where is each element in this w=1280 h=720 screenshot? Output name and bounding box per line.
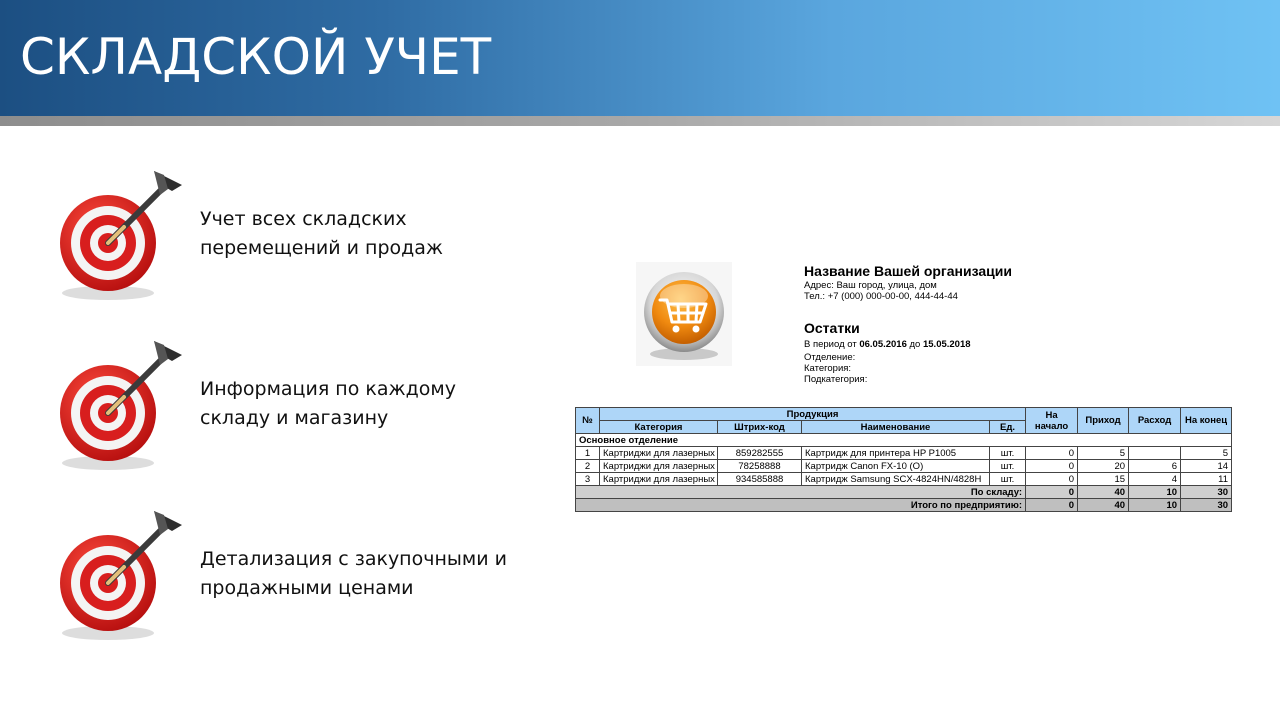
organization-phone: Тел.: +7 (000) 000-00-00, 444-44-44 [804, 291, 958, 302]
feature-text: Детализация с закупочными и продажными ценами [200, 548, 507, 599]
table-row [576, 447, 1232, 460]
stock-table [575, 407, 1232, 512]
cell-barcode: 78258888 [718, 460, 802, 473]
grand-total-end: 30 [1181, 499, 1232, 512]
cell-unit: шт. [990, 447, 1026, 460]
cell-number: 3 [576, 473, 600, 486]
cell-end: 11 [1181, 473, 1232, 486]
column-header-start: На начало [1026, 408, 1078, 434]
cell-in: 5 [1078, 447, 1129, 460]
cell-in: 15 [1078, 473, 1129, 486]
filter-department: Отделение: [804, 352, 856, 363]
cell-out [1129, 447, 1181, 460]
total-out: 10 [1129, 486, 1181, 499]
feature-item [50, 165, 530, 305]
cell-unit: шт. [990, 460, 1026, 473]
report-filters [804, 352, 867, 385]
enterprise-total-label: Итого по предприятию: [576, 499, 1026, 512]
total-in: 40 [1078, 486, 1129, 499]
feature-item [50, 505, 530, 645]
column-header-category: Категория [600, 421, 718, 434]
target-dart-icon [50, 505, 190, 645]
cell-end: 5 [1181, 447, 1232, 460]
organization-address: Адрес: Ваш город, улица, дом [804, 280, 937, 291]
column-header-unit: Ед. [990, 421, 1026, 434]
column-header-name: Наименование [802, 421, 990, 434]
column-header-number: № [576, 408, 600, 434]
table-row [576, 473, 1232, 486]
cell-unit: шт. [990, 473, 1026, 486]
organization-name: Название Вашей организации [804, 263, 1012, 279]
cell-name: Картридж для принтера HP P1005 [802, 447, 990, 460]
cell-start: 0 [1026, 460, 1078, 473]
report-preview [575, 258, 1235, 520]
grand-total-start: 0 [1026, 499, 1078, 512]
feature-item [50, 335, 530, 475]
report-period [804, 339, 971, 350]
header-divider [0, 116, 1280, 126]
feature-text: Информация по каждому складу и магазину [200, 378, 456, 429]
cell-out: 4 [1129, 473, 1181, 486]
column-header-in: Приход [1078, 408, 1129, 434]
warehouse-total-label: По складу: [576, 486, 1026, 499]
cell-barcode: 859282555 [718, 447, 802, 460]
period-prefix: В период от [804, 339, 857, 350]
cell-category: Картриджи для лазерных [600, 473, 718, 486]
total-end: 30 [1181, 486, 1232, 499]
cell-category: Картриджи для лазерных [600, 447, 718, 460]
slide-title: СКЛАДСКОЙ УЧЕТ [20, 28, 492, 86]
column-header-barcode: Штрих-код [718, 421, 802, 434]
cell-number: 2 [576, 460, 600, 473]
total-start: 0 [1026, 486, 1078, 499]
column-header-out: Расход [1129, 408, 1181, 434]
cell-number: 1 [576, 447, 600, 460]
cell-in: 20 [1078, 460, 1129, 473]
report-title: Остатки [804, 320, 860, 336]
cell-name: Картридж Samsung SCX-4824HN/4828H [802, 473, 990, 486]
cell-barcode: 934585888 [718, 473, 802, 486]
period-from: 06.05.2016 [859, 339, 907, 350]
cell-start: 0 [1026, 473, 1078, 486]
shopping-cart-icon [636, 262, 732, 366]
section-row: Основное отделение [576, 434, 1232, 447]
cell-start: 0 [1026, 447, 1078, 460]
warehouse-total-row [576, 486, 1232, 499]
enterprise-total-row [576, 499, 1232, 512]
column-group-products: Продукция [600, 408, 1026, 421]
cell-name: Картридж Canon FX-10 (O) [802, 460, 990, 473]
grand-total-out: 10 [1129, 499, 1181, 512]
organization-info [804, 262, 1012, 302]
target-dart-icon [50, 335, 190, 475]
cell-end: 14 [1181, 460, 1232, 473]
period-to: 15.05.2018 [922, 339, 971, 350]
cell-out: 6 [1129, 460, 1181, 473]
target-dart-icon [50, 165, 190, 305]
column-header-end: На конец [1181, 408, 1232, 434]
table-row [576, 460, 1232, 473]
cell-category: Картриджи для лазерных [600, 460, 718, 473]
filter-subcategory: Подкатегория: [804, 374, 868, 385]
feature-text: Учет всех складских перемещений и продаж [200, 208, 444, 259]
period-mid: до [909, 339, 921, 350]
filter-category: Категория: [804, 363, 852, 374]
grand-total-in: 40 [1078, 499, 1129, 512]
